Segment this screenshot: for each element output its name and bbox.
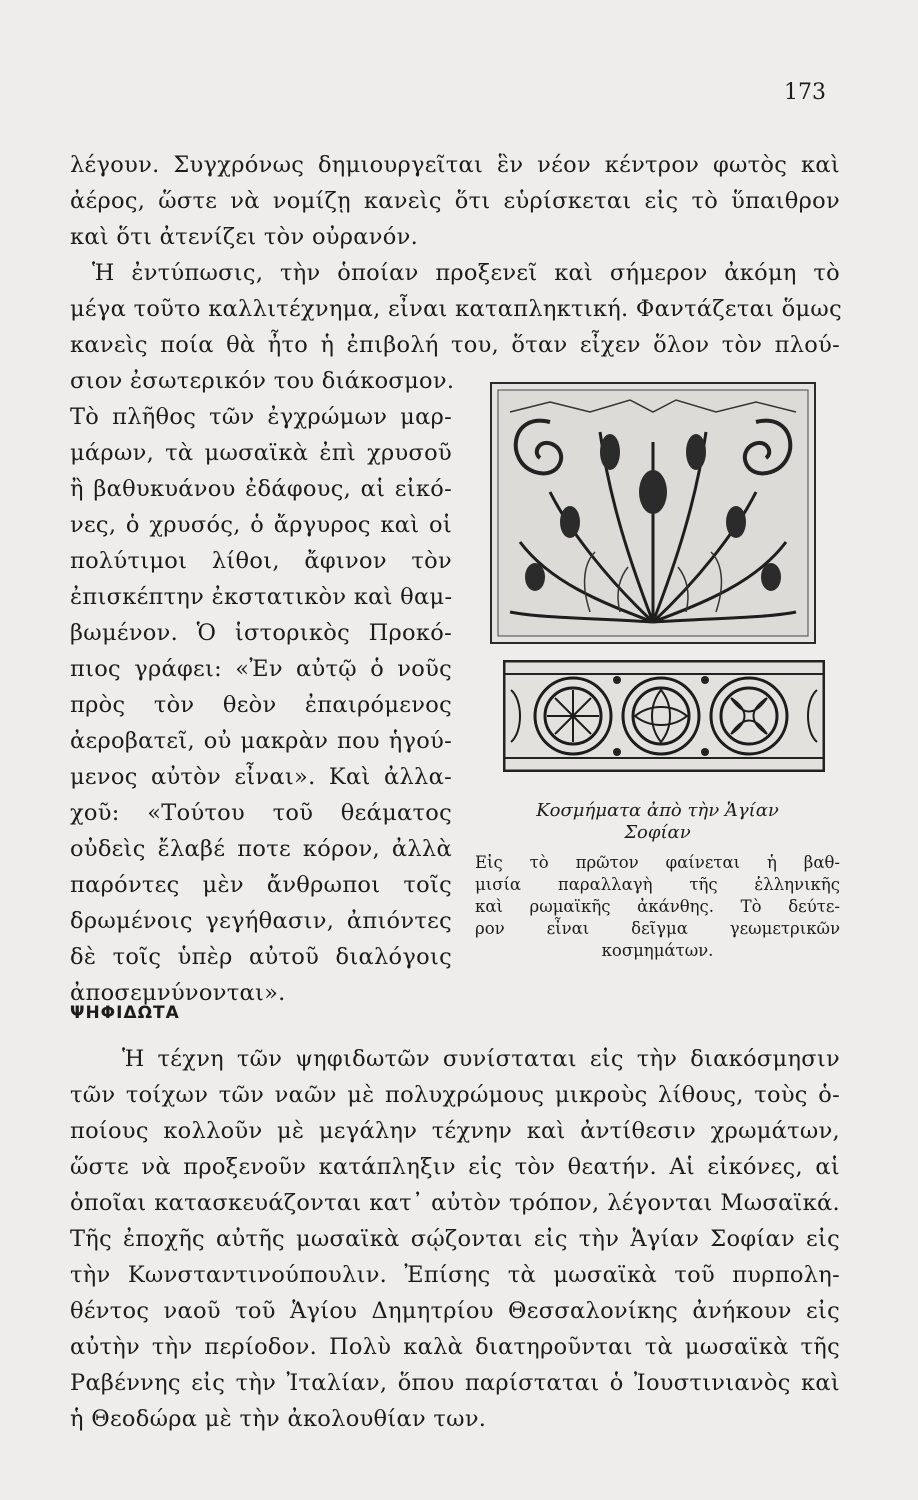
text-line: ἡ Θεοδώρα μὲ τὴν ἀκολουθίαν των. (70, 1406, 487, 1432)
text-line: πιος γράφει: «Ἐν αὐτῷ ὁ νοῦς (70, 656, 452, 682)
text-line: παρόντες μὲν ἄνθρωποι τοῖς (70, 872, 452, 898)
text-line: χοῦ: «Τούτου τοῦ θεάματος (70, 800, 452, 826)
text-line: καὶ ὅτι ἀτενίζει τὸν οὐρανόν. (70, 224, 419, 250)
text-line: ἀέρος, ὥστε νὰ νομίζῃ κανεὶς ὅτι εὑρίσκεται εἰς τὸ ὕπαιθρον (70, 188, 840, 214)
text-line: ἀποσεμνύνονται». (70, 980, 286, 1006)
page-number: 173 (784, 80, 826, 105)
text-line: μέγα τοῦτο καλλιτέχνημα, εἶναι καταπληκτική. Φαντάζεται ὅμως (70, 296, 842, 322)
caption-title-line: Σοφίαν (624, 822, 691, 843)
text-line: μενος αὐτὸν εἶναι». Καὶ ἀλλα- (70, 764, 452, 790)
text-line: Ραβέννης εἰς τὴν Ἰταλίαν, ὅπου παρίσταται ὁ Ἰουστινιανὸς καὶ (70, 1370, 840, 1396)
text-line: αὐτὴν τὴν περίοδον. Πολὺ καλὰ διατηροῦνται τὰ μωσαϊκὰ τῆς (70, 1334, 840, 1360)
text-line: ἐπισκέπτην ἐκστατικὸν καὶ θαμ- (70, 584, 453, 610)
text-line: σιον ἐσωτερικόν του διάκοσμον. (70, 368, 455, 394)
text-line: νες, ὁ χρυσός, ὁ ἄργυρος καὶ οἱ (70, 512, 452, 538)
text-line: Τῆς ἐποχῆς αὐτῆς μωσαϊκὰ σῴζονται εἰς τὴν Ἁγίαν Σοφίαν εἰς (70, 1226, 840, 1252)
text-line: τῶν τοίχων τῶν ναῶν μὲ πολυχρώμους μικροὺς λίθους, τοὺς ὁ- (70, 1082, 840, 1108)
text-line: κανεὶς ποία θὰ ἦτο ἡ ἐπιβολή του, ὅταν εἶχεν ὅλον τὸν πλού- (70, 332, 840, 358)
text-line: Ἡ τέχνη τῶν ψηφιδωτῶν συνίσταται εἰς τὴν διακόσμησιν (122, 1046, 840, 1072)
caption-body-line: μισία παραλλαγὴ τῆς ἑλληνικῆς (475, 875, 840, 894)
caption-body-line: κοσμημάτων. (601, 941, 714, 960)
section-heading: ΨΗΦΙΔΩΤΑ (70, 1003, 180, 1023)
text-line: ποίους κολλοῦν μὲ μεγάλην τέχνην καὶ ἀντίθεσιν χρωμάτων, (70, 1118, 840, 1144)
text-line: βωμένον. Ὁ ἱστορικὸς Προκό- (70, 620, 452, 646)
text-line: δὲ τοῖς ὑπὲρ αὐτοῦ διαλόγοις (70, 944, 452, 970)
text-line: πρὸς τὸν θεὸν ἐπαιρόμενος (70, 692, 452, 718)
text-line: θέντος ναοῦ τοῦ Ἁγίου Δημητρίου Θεσσαλονίκης ἀνήκουν εἰς (70, 1298, 840, 1324)
text-line: Τὸ πλῆθος τῶν ἐγχρώμων μαρ- (70, 404, 452, 430)
text-line: πολύτιμοι λίθοι, ἄφινον τὸν (70, 548, 452, 574)
text-line: ἀεροβατεῖ, οὐ μακρὰν που ἡγού- (70, 728, 452, 754)
text-line: δρωμένοις γεγήθασιν, ἀπιόντες (70, 908, 452, 934)
text-line: λέγουν. Συγχρόνως δημιουργεῖται ἓν νέον κέντρον φωτὸς καὶ (70, 152, 840, 178)
text-line: τὴν Κωνσταντινούπουλιν. Ἐπίσης τὰ μωσαϊκὰ τοῦ πυρπολη- (70, 1262, 840, 1288)
caption-body-line: Εἰς τὸ πρῶτον φαίνεται ἡ βαθ- (475, 853, 840, 872)
text-line: ὥστε νὰ προξενοῦν κατάπληξιν εἰς τὸν θεατήν. Αἱ εἰκόνες, αἱ (70, 1154, 840, 1180)
text-line: Ἡ ἐντύπωσις, τὴν ὁποίαν προξενεῖ καὶ σήμερον ἀκόμη τὸ (92, 260, 840, 286)
geometric-ornament-figure (503, 660, 825, 772)
acanthus-ornament-figure (490, 382, 816, 644)
text-line: ἢ βαθυκυάνου ἐδάφους, αἱ εἰκό- (70, 476, 452, 502)
caption-title-line: Κοσμήματα ἀπὸ τὴν Ἁγίαν (536, 800, 779, 821)
text-line: οὐδεὶς ἔλαβέ ποτε κόρον, ἀλλὰ (70, 836, 452, 862)
text-line: ὁποῖαι κατασκευάζονται κατ᾿ αὐτὸν τρόπον, λέγονται Μωσαϊκά. (70, 1190, 840, 1216)
text-line: μάρων, τὰ μωσαϊκὰ ἐπὶ χρυσοῦ (70, 440, 452, 466)
caption-body-line: ρον εἶναι δεῖγμα γεωμετρικῶν (475, 919, 840, 938)
caption-body-line: καὶ ρωμαϊκῆς ἀκάνθης. Τὸ δεύτε- (475, 897, 840, 916)
